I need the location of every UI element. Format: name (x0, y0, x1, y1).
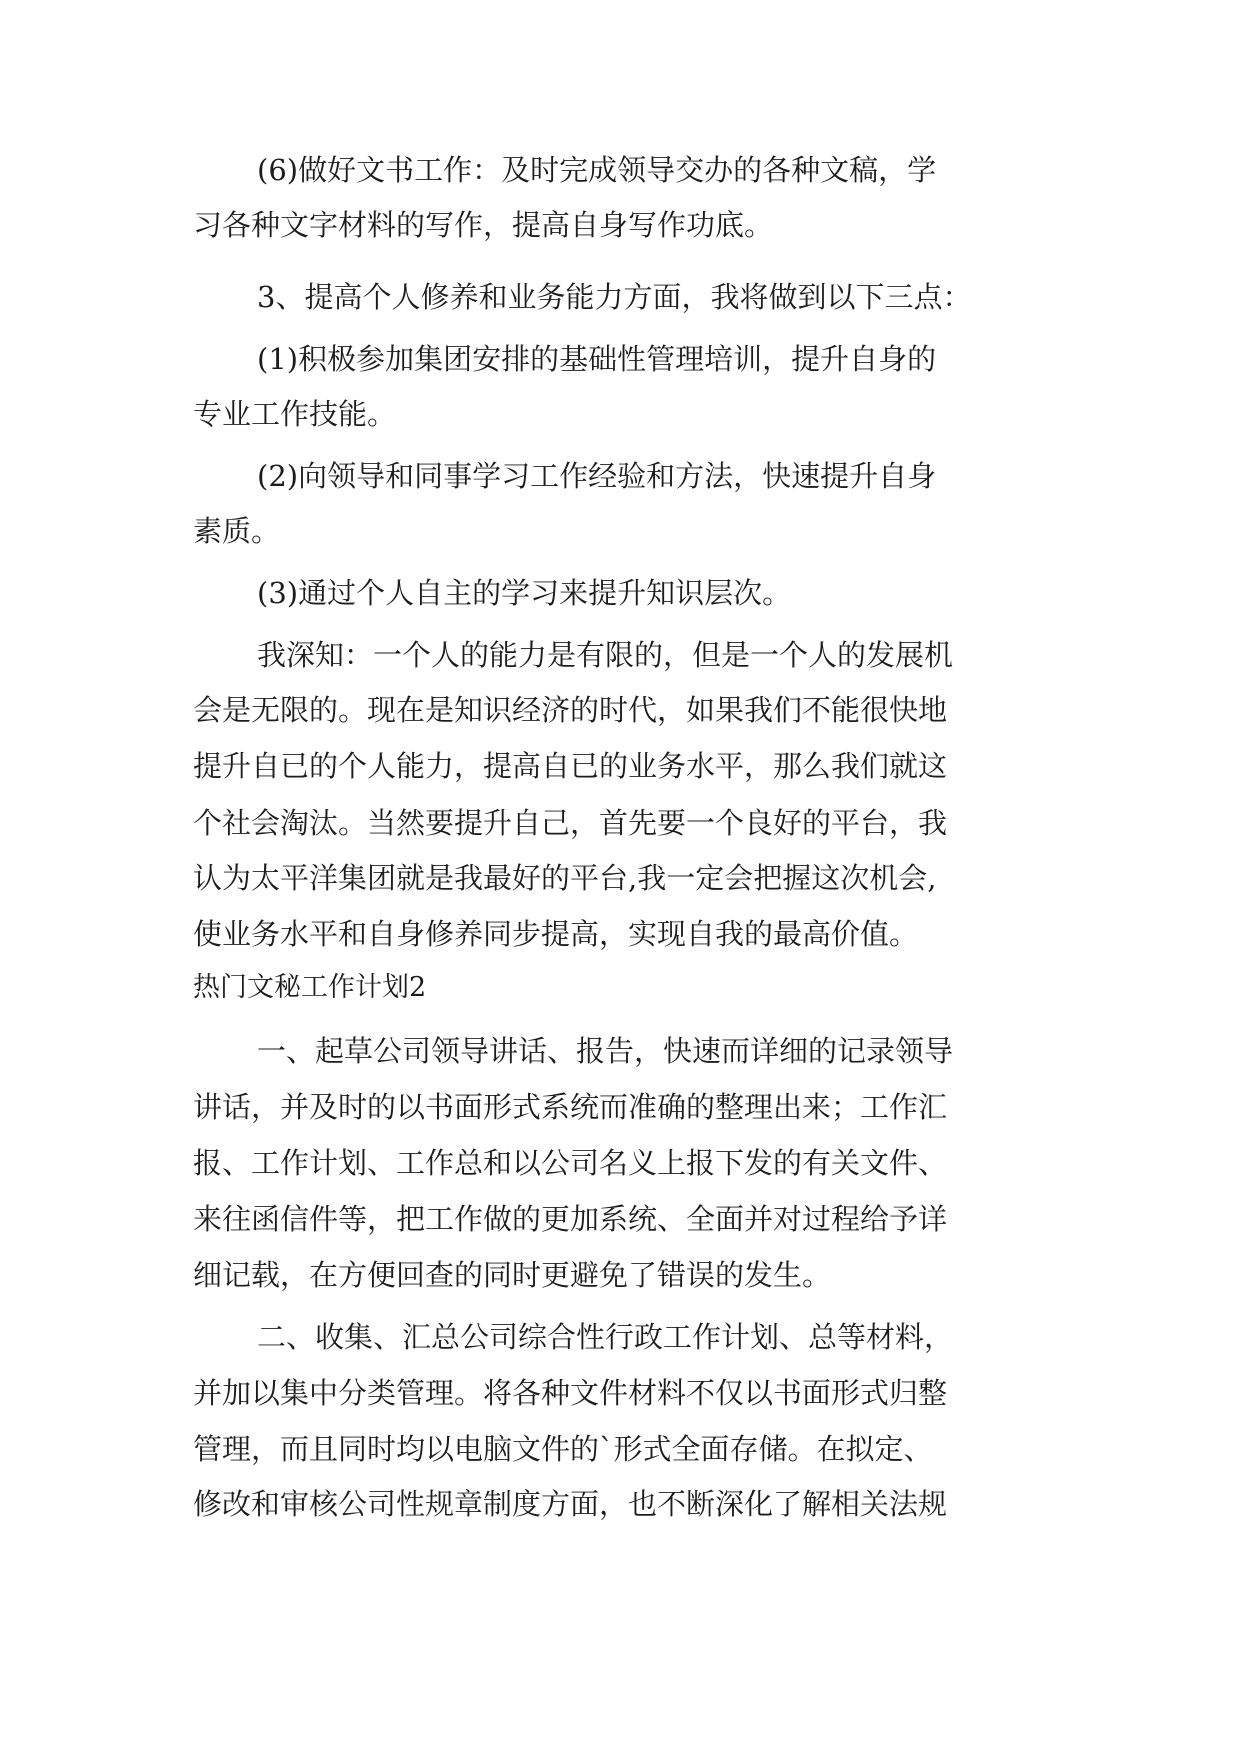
section-heading: 热门文秘工作计划2 (193, 972, 427, 1003)
paragraph-line: (2)向领导和同事学习工作经验和方法，快速提升自身 (257, 459, 937, 493)
paragraph-line: 个社会淘汰。当然要提升自己，首先要一个良好的平台，我 (193, 806, 948, 840)
paragraph-line: 并加以集中分类管理。将各种文件材料不仅以书面形式归整 (193, 1376, 948, 1410)
paragraph-line: 一、起草公司领导讲话、报告，快速而详细的记录领导 (257, 1034, 954, 1068)
paragraph-line: (1)积极参加集团安排的基础性管理培训，提升自身的 (257, 342, 937, 376)
paragraph-line: 报、工作计划、工作总和以公司名义上报下发的有关文件、 (193, 1146, 948, 1180)
paragraph-line: (3)通过个人自主的学习来提升知识层次。 (257, 576, 792, 610)
paragraph-line: (6)做好文书工作：及时完成领导交办的各种文稿，学 (257, 153, 937, 187)
paragraph-line: 修改和审核公司性规章制度方面，也不断深化了解相关法规 (193, 1487, 948, 1521)
paragraph-line: 讲话，并及时的以书面形式系统而准确的整理出来；工作汇 (193, 1090, 948, 1124)
paragraph-line: 使业务水平和自身修养同步提高，实现自我的最高价值。 (193, 917, 919, 951)
paragraph-line: 我深知：一个人的能力是有限的，但是一个人的发展机 (257, 638, 954, 672)
paragraph-line: 管理，而且同时均以电脑文件的`形式全面存储。在拟定、 (193, 1432, 933, 1466)
paragraph-line: 细记载，在方便回查的同时更避免了错误的发生。 (193, 1258, 832, 1292)
paragraph-line: 素质。 (193, 514, 281, 548)
paragraph-line: 提升自已的个人能力，提高自已的业务水平，那么我们就这 (193, 749, 948, 783)
paragraph-line: 会是无限的。现在是知识经济的时代，如果我们不能很快地 (193, 693, 948, 727)
paragraph-line: 3、提高个人修养和业务能力方面，我将做到以下三点： (257, 280, 972, 314)
paragraph-line: 专业工作技能。 (193, 397, 397, 431)
paragraph-line: 来往函信件等，把工作做的更加系统、全面并对过程给予详 (193, 1202, 948, 1236)
paragraph-line: 认为太平洋集团就是我最好的平台,我一定会把握这次机会, (193, 861, 937, 895)
paragraph-line: 二、收集、汇总公司综合性行政工作计划、总等材料， (257, 1320, 954, 1354)
paragraph-line: 习各种文字材料的写作，提高自身写作功底。 (193, 208, 774, 242)
